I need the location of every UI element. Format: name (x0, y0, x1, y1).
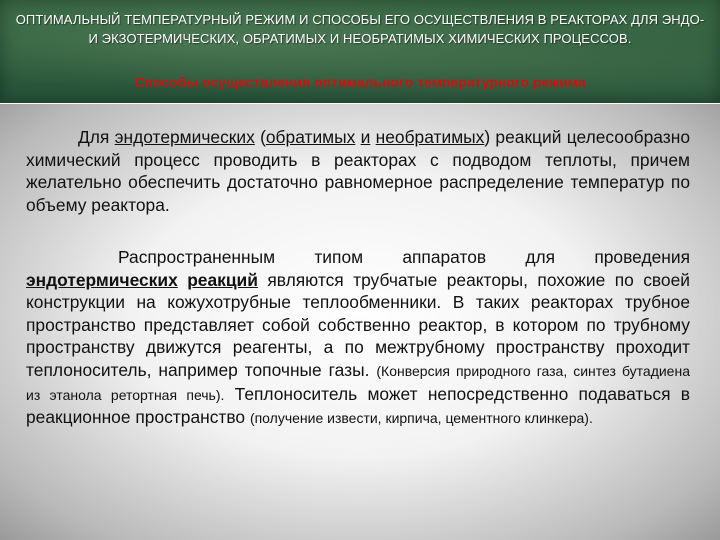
p2-small-note: (получение извести, кирпича, цементного клинкера). (249, 410, 593, 427)
p1-text: ) реакций целесообразно химический процесс проводить в реакторах с подводом теплоты, причем желательно обеспечить достаточно равномерное распределение температур по объему реактора. (26, 127, 690, 215)
p2-text (178, 270, 187, 290)
p1-underlined-term: необратимых (375, 127, 485, 147)
paragraph-tubular-reactors (26, 246, 690, 430)
paragraph-endothermic-intro (26, 126, 690, 216)
p1-underlined-term: эндотермических (114, 127, 255, 147)
p1-text: Для (78, 127, 115, 147)
p2-text: Распространенным типом аппаратов для проведения (118, 247, 690, 267)
p2-bold-underlined-term: реакций (187, 269, 258, 290)
p1-text: ( (254, 127, 266, 147)
p2-bold-underlined-term: эндотермических (26, 269, 178, 290)
p2-text: Теплоноситель может непосредственно подаваться в реакционное пространство (26, 383, 690, 428)
slide-subtitle: Способы осуществления оптимального температурного режима (134, 74, 586, 90)
p1-underlined-term: и (360, 127, 371, 147)
slide-body (0, 104, 720, 540)
slide-title: ОПТИМАЛЬНЫЙ ТЕМПЕРАТУРНЫЙ РЕЖИМ И СПОСОБЫ ЕГО ОСУЩЕСТВЛЕНИЯ В РЕАКТОРАХ ДЛЯ ЭНДО- И ЭКЗОТЕРМИЧЕСКИХ, ОБРАТИМЫХ И НЕОБРАТИМЫХ ХИМИЧЕСКИХ ПРОЦЕССОВ. (15, 12, 705, 46)
p1-underlined-term: обратимых (265, 127, 356, 147)
slide-header (0, 0, 720, 103)
p2-small-note: (Конверсия природного газа, синтез бутадиена из этанола ретортная печь). (26, 362, 690, 403)
p2-text: являются трубчатые реакторы, похожие по своей конструкции на кожухотрубные теплообменники. В таких реакторах трубное пространство представляет собой собственно реактор, в котором по трубному пространству движутся реагенты, а по межтрубному пространству проходит теплоноситель, например топочные газы. (26, 269, 690, 380)
